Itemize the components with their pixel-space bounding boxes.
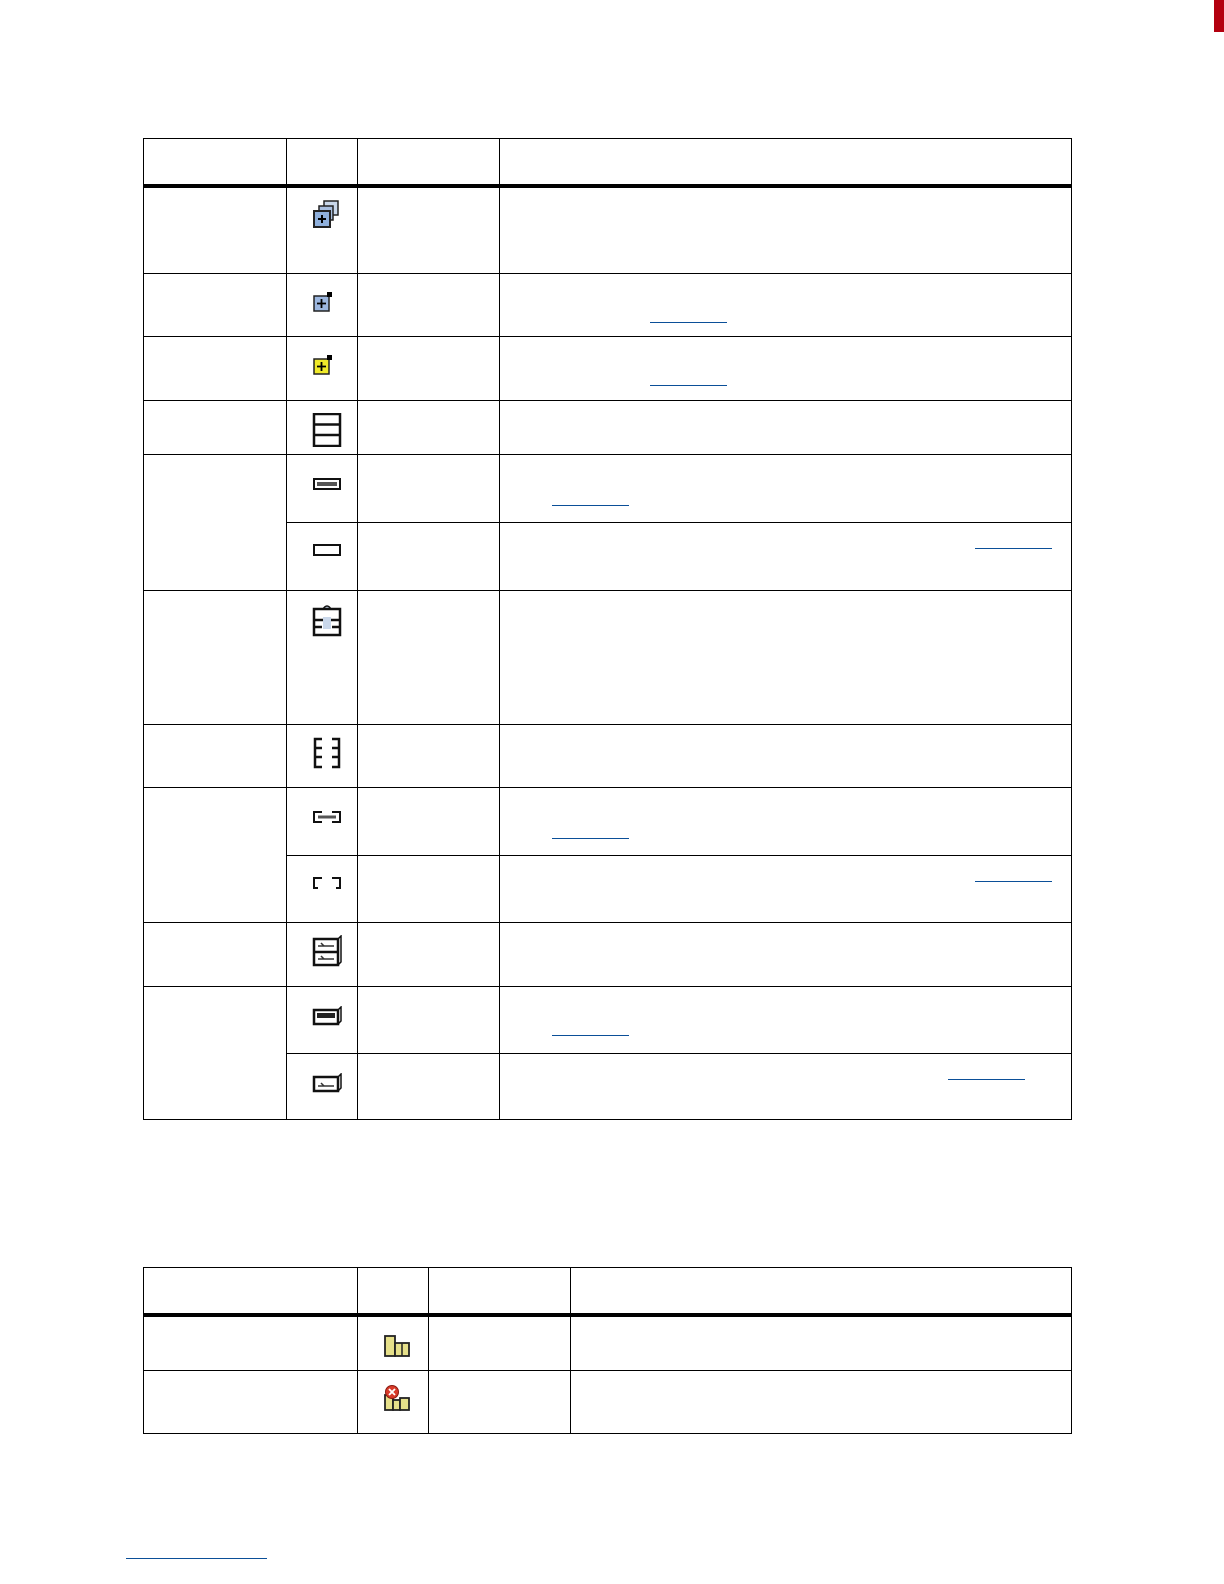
- header-cell: [429, 1268, 571, 1316]
- icon-cell: [287, 724, 358, 787]
- description-cell: [571, 1315, 1072, 1370]
- broken-drive-empty-icon: [312, 876, 342, 890]
- icon-cell: [287, 400, 358, 454]
- enclosure-filled-icon: [312, 1006, 342, 1026]
- table-row: [144, 922, 1072, 986]
- stacked-logical-volumes-icon: [312, 200, 342, 232]
- disk-drive-spare-icon: [312, 603, 342, 637]
- description-cell: [500, 454, 1072, 522]
- type-cell: [358, 400, 500, 454]
- type-cell: [358, 787, 500, 855]
- statistics-bar-alert-icon: [383, 1384, 413, 1412]
- description-cell: [571, 1370, 1072, 1433]
- type-cell: [358, 454, 500, 522]
- cross-reference-link[interactable]: [552, 1035, 629, 1036]
- type-cell: [358, 1053, 500, 1119]
- description-cell: [500, 273, 1072, 336]
- type-cell: [358, 522, 500, 590]
- icon-cell: [358, 1315, 429, 1370]
- header-cell: [358, 139, 500, 187]
- icon-cell: [287, 454, 358, 522]
- type-cell: [429, 1370, 571, 1433]
- table-row: [144, 1315, 1072, 1370]
- header-cell: [144, 139, 287, 187]
- table-header-row: [144, 139, 1072, 187]
- description-cell: [500, 855, 1072, 922]
- cross-reference-link[interactable]: [552, 505, 629, 506]
- description-cell: [500, 522, 1072, 590]
- name-cell: [144, 986, 287, 1119]
- type-cell: [358, 590, 500, 724]
- icon-cell: [287, 336, 358, 400]
- header-cell: [358, 1268, 429, 1316]
- description-cell: [500, 986, 1072, 1053]
- icon-reference-table-2: [143, 1267, 1072, 1434]
- description-cell: [500, 400, 1072, 454]
- name-cell: [144, 454, 287, 590]
- type-cell: [358, 724, 500, 787]
- description-cell: [500, 922, 1072, 986]
- type-cell: [358, 922, 500, 986]
- blue-volume-marker-icon: [312, 291, 336, 315]
- enclosure-empty-icon: [312, 1073, 342, 1093]
- icon-cell: [358, 1370, 429, 1433]
- description-cell: [500, 787, 1072, 855]
- name-cell: [144, 1370, 358, 1433]
- type-cell: [429, 1315, 571, 1370]
- type-cell: [358, 986, 500, 1053]
- icon-cell: [287, 186, 358, 273]
- table-row: [144, 787, 1072, 855]
- broken-drive-filled-icon: [312, 810, 342, 824]
- icon-cell: [287, 1053, 358, 1119]
- description-cell: [500, 186, 1072, 273]
- table-row: [144, 186, 1072, 273]
- table-row: [144, 1370, 1072, 1433]
- cross-reference-link[interactable]: [948, 1079, 1025, 1080]
- yellow-volume-marker-icon: [312, 354, 336, 378]
- description-cell: [500, 724, 1072, 787]
- description-cell: [500, 590, 1072, 724]
- icon-cell: [287, 590, 358, 724]
- footer-link-rule[interactable]: [126, 1558, 267, 1559]
- page-edge-tab: [1214, 0, 1224, 32]
- table-row: [144, 400, 1072, 454]
- name-cell: [144, 273, 287, 336]
- name-cell: [144, 400, 287, 454]
- name-cell: [144, 336, 287, 400]
- broken-drive-stack-icon: [312, 737, 342, 769]
- type-cell: [358, 273, 500, 336]
- header-cell: [287, 139, 358, 187]
- name-cell: [144, 1315, 358, 1370]
- cross-reference-link[interactable]: [552, 838, 629, 839]
- name-cell: [144, 186, 287, 273]
- table-row: [144, 590, 1072, 724]
- table-header-row: [144, 1268, 1072, 1316]
- cross-reference-link[interactable]: [975, 548, 1052, 549]
- icon-cell: [287, 855, 358, 922]
- header-cell: [144, 1268, 358, 1316]
- table-row: [144, 454, 1072, 522]
- cross-reference-link[interactable]: [975, 881, 1052, 882]
- name-cell: [144, 590, 287, 724]
- cross-reference-link[interactable]: [650, 385, 727, 386]
- icon-cell: [287, 273, 358, 336]
- table-row: [144, 273, 1072, 336]
- name-cell: [144, 787, 287, 922]
- stacked-enclosures-icon: [312, 935, 342, 967]
- table-row: [144, 336, 1072, 400]
- icon-reference-table-1: [143, 138, 1072, 1120]
- type-cell: [358, 855, 500, 922]
- disk-drive-empty-icon: [312, 543, 342, 557]
- type-cell: [358, 186, 500, 273]
- table-row: [144, 986, 1072, 1053]
- icon-cell: [287, 922, 358, 986]
- name-cell: [144, 922, 287, 986]
- header-cell: [571, 1268, 1072, 1316]
- disk-drive-filled-icon: [312, 477, 342, 491]
- icon-cell: [287, 522, 358, 590]
- icon-cell: [287, 986, 358, 1053]
- icon-cell: [287, 787, 358, 855]
- cross-reference-link[interactable]: [650, 322, 727, 323]
- name-cell: [144, 724, 287, 787]
- stacked-disk-drives-icon: [312, 413, 342, 447]
- description-cell: [500, 1053, 1072, 1119]
- statistics-bar-icon: [383, 1334, 413, 1358]
- header-cell: [500, 139, 1072, 187]
- description-cell: [500, 336, 1072, 400]
- table-row: [144, 724, 1072, 787]
- type-cell: [358, 336, 500, 400]
